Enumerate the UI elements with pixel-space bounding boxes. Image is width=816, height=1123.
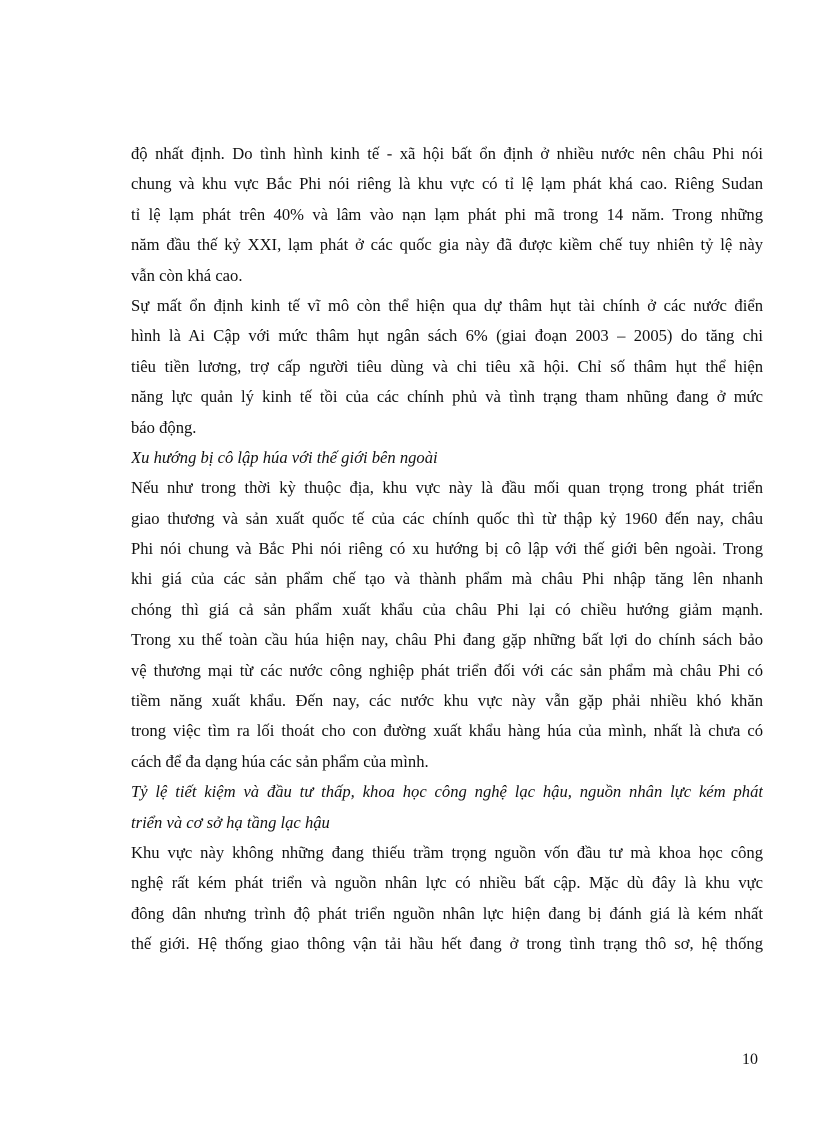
text-line: tiềm năng xuất khẩu. Đến nay, các nước khu vực này vẫn gặp phải nhiều khó khăn [131,691,763,711]
text-line: trong việc tìm ra lối thoát cho con đường xuất khẩu hàng húa của mình, nhất là chưa có [131,721,763,741]
text-line: nghệ rất kém phát triển và nguồn nhân lực có nhiều bất cập. Mặc dù đây là khu vực [131,873,763,893]
text-line: hình là Ai Cập với mức thâm hụt ngân sách 6% (giai đoạn 2003 – 2005) do tăng chi [131,326,763,346]
text-line: chóng thì giá cả sản phẩm xuất khẩu của châu Phi lại có chiều hướng giảm mạnh. [131,599,763,619]
text-line: Sự mất ổn định kinh tế vĩ mô còn thể hiện qua dự thâm hụt tài chính ở các nước điển [131,295,763,315]
text-line: năm đầu thế kỷ XXI, lạm phát ở các quốc gia này đã được kiềm chế tuy nhiên tỷ lệ này [131,235,763,255]
text-line: giao thương và sản xuất quốc tế của các chính quốc thì từ thập kỷ 1960 đến nay, châu [131,508,763,528]
text-line: Khu vực này không những đang thiếu trầm trọng nguồn vốn đầu tư mà khoa học công [131,842,763,862]
text-line: cách để đa dạng húa các sản phẩm của mình. [131,751,429,771]
text-line: tiêu tiền lương, trợ cấp người tiêu dùng và chi tiêu xã hội. Chỉ số thâm hụt thể hiện [131,356,763,376]
text-line: năng lực quản lý kinh tế tồi của các chính phủ và tình trạng tham nhũng đang ở mức [131,387,763,407]
text-line: vệ thương mại từ các nước công nghiệp phát triển đối với các sản phẩm mà châu Phi có [131,660,763,680]
text-line: đông dân nhưng trình độ phát triển nguồn nhân lực hiện đang bị đánh giá là kém nhất [131,903,763,923]
text-line: Phi nói chung và Bắc Phi nói riêng có xu hướng bị cô lập với thế giới bên ngoài. Trong [131,539,763,559]
text-line: báo động. [131,417,197,437]
text-line: độ nhất định. Do tình hình kinh tế - xã hội bất ổn định ở nhiều nước nên châu Phi nói [131,144,763,163]
text-line: chung và khu vực Bắc Phi nói riêng là khu vực có tỉ lệ lạm phát khá cao. Riêng Sudan [131,174,763,194]
body-text [131,139,763,960]
text-line: tỉ lệ lạm phát trên 40% và lâm vào nạn lạm phát phi mã trong 14 năm. Trong những [131,204,763,224]
text-line: Nếu như trong thời kỳ thuộc địa, khu vực này là đầu mối quan trọng trong phát triển [131,478,763,498]
text-line: khi giá của các sản phẩm chế tạo và thành phẩm mà châu Phi nhập tăng lên nhanh [131,569,763,589]
section-heading-line: Xu hướng bị cô lập húa với thế giới bên ngoài [131,447,438,467]
section-heading-line: Tỷ lệ tiết kiệm và đầu tư thấp, khoa học công nghệ lạc hậu, nguồn nhân lực kém phát [131,782,763,802]
section-heading-line: triển và cơ sở hạ tầng lạc hậu [131,812,330,832]
text-line: thế giới. Hệ thống giao thông vận tải hầu hết đang ở trong tình trạng thô sơ, hệ thống [131,934,763,954]
text-line: vẫn còn khá cao. [131,265,243,285]
page-number: 10 [742,1051,758,1068]
text-line: Trong xu thế toàn cầu húa hiện nay, châu Phi đang gặp những bất lợi do chính sách bảo [131,630,763,650]
